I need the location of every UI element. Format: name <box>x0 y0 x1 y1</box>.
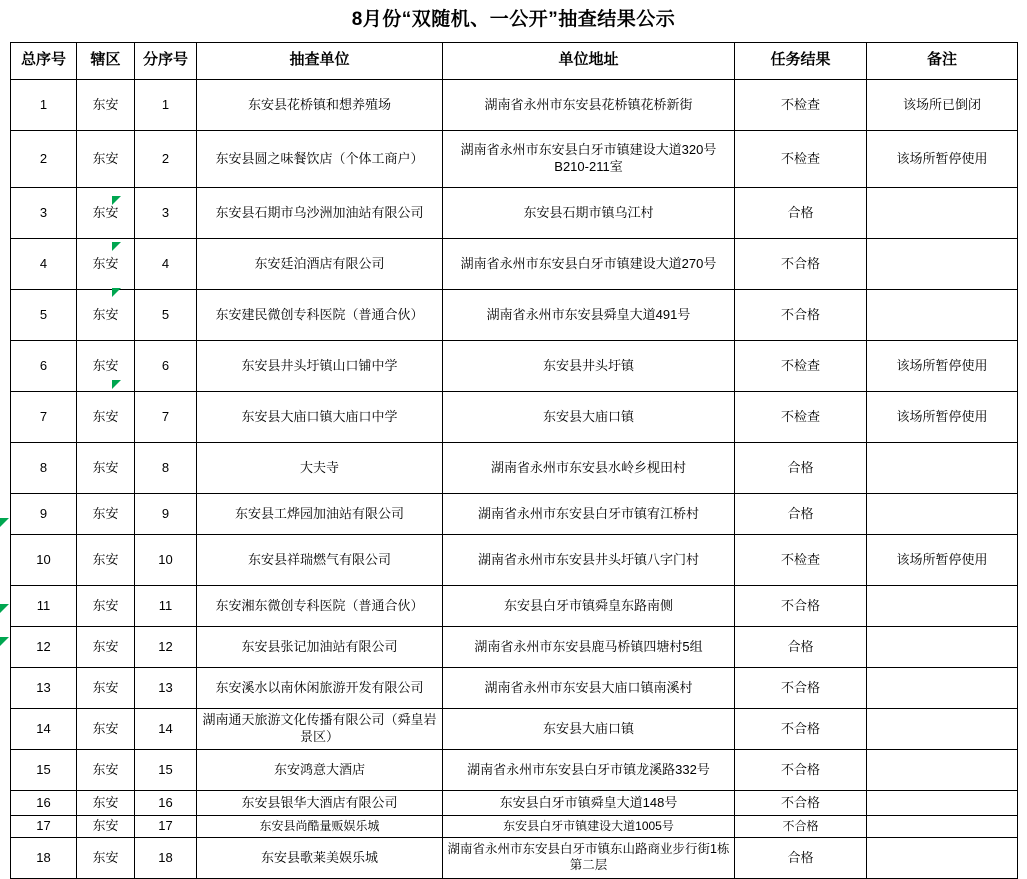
cell-result: 不合格 <box>735 585 867 626</box>
cell-unit: 东安廷泊酒店有限公司 <box>197 238 443 289</box>
table-row <box>11 238 1018 289</box>
cell-unit: 东安县银华大酒店有限公司 <box>197 790 443 815</box>
cell-sub-seq: 15 <box>135 749 197 790</box>
cell-total-seq: 3 <box>11 187 77 238</box>
cell-result: 不合格 <box>735 815 867 837</box>
cell-sub-seq: 18 <box>135 837 197 878</box>
cell-unit: 东安县祥瑞燃气有限公司 <box>197 534 443 585</box>
cell-remark <box>867 493 1018 534</box>
cell-result: 不合格 <box>735 667 867 708</box>
cell-sub-seq: 11 <box>135 585 197 626</box>
cell-unit: 东安县大庙口镇大庙口中学 <box>197 391 443 442</box>
cell-result: 不合格 <box>735 708 867 749</box>
table-row <box>11 790 1018 815</box>
cell-remark: 该场所暂停使用 <box>867 130 1018 187</box>
cell-result: 不检查 <box>735 391 867 442</box>
cell-result: 不合格 <box>735 749 867 790</box>
table-row <box>11 187 1018 238</box>
cell-unit: 东安鸿意大酒店 <box>197 749 443 790</box>
cell-address: 湖南省永州市东安县舜皇大道491号 <box>443 289 735 340</box>
column-header-remark: 备注 <box>867 42 1018 79</box>
cell-result: 合格 <box>735 442 867 493</box>
cell-remark <box>867 238 1018 289</box>
cell-unit: 东安县井头圩镇山口铺中学 <box>197 340 443 391</box>
cell-address: 湖南省永州市东安县白牙市镇东山路商业步行街1栋第二层 <box>443 837 735 878</box>
cell-unit: 东安县花桥镇和想养殖场 <box>197 79 443 130</box>
cell-district: 东安 <box>77 790 135 815</box>
cell-result: 不检查 <box>735 79 867 130</box>
cell-result: 不检查 <box>735 534 867 585</box>
cell-total-seq: 17 <box>11 815 77 837</box>
cell-district: 东安 <box>77 391 135 442</box>
cell-unit: 东安县圆之味餐饮店（个体工商户） <box>197 130 443 187</box>
cell-total-seq: 10 <box>11 534 77 585</box>
cell-district: 东安 <box>77 79 135 130</box>
cell-district: 东安 <box>77 130 135 187</box>
inspection-results-table <box>10 42 1018 879</box>
cell-sub-seq: 3 <box>135 187 197 238</box>
cell-unit: 东安溪水以南休闲旅游开发有限公司 <box>197 667 443 708</box>
cell-sub-seq: 6 <box>135 340 197 391</box>
cell-district: 东安 <box>77 837 135 878</box>
cell-result: 不检查 <box>735 130 867 187</box>
cell-total-seq: 6 <box>11 340 77 391</box>
cell-total-seq: 9 <box>11 493 77 534</box>
cell-remark <box>867 749 1018 790</box>
column-header-district: 辖区 <box>77 42 135 79</box>
cell-unit: 东安建民微创专科医院（普通合伙） <box>197 289 443 340</box>
cell-district: 东安 <box>77 815 135 837</box>
cell-district: 东安 <box>77 749 135 790</box>
cell-sub-seq: 4 <box>135 238 197 289</box>
cell-unit: 东安县工烨园加油站有限公司 <box>197 493 443 534</box>
cell-address: 东安县白牙市镇舜皇大道148号 <box>443 790 735 815</box>
cell-total-seq: 7 <box>11 391 77 442</box>
column-header-result: 任务结果 <box>735 42 867 79</box>
cell-unit: 东安县石期市乌沙洲加油站有限公司 <box>197 187 443 238</box>
table-row <box>11 289 1018 340</box>
cell-remark <box>867 837 1018 878</box>
cell-result: 不合格 <box>735 790 867 815</box>
cell-remark: 该场所暂停使用 <box>867 534 1018 585</box>
cell-address: 湖南省永州市东安县花桥镇花桥新街 <box>443 79 735 130</box>
table-row <box>11 667 1018 708</box>
column-header-address: 单位地址 <box>443 42 735 79</box>
cell-remark <box>867 708 1018 749</box>
column-header-total-seq: 总序号 <box>11 42 77 79</box>
cell-sub-seq: 17 <box>135 815 197 837</box>
cell-remark <box>867 626 1018 667</box>
table-row <box>11 130 1018 187</box>
cell-address: 湖南省永州市东安县白牙市镇建设大道270号 <box>443 238 735 289</box>
cell-address: 东安县石期市镇乌江村 <box>443 187 735 238</box>
table-row <box>11 534 1018 585</box>
cell-address: 湖南省永州市东安县井头圩镇八字门村 <box>443 534 735 585</box>
cell-district: 东安 <box>77 238 135 289</box>
cell-total-seq: 16 <box>11 790 77 815</box>
cell-remark <box>867 187 1018 238</box>
cell-result: 合格 <box>735 493 867 534</box>
table-row <box>11 837 1018 878</box>
cell-address: 湖南省永州市东安县白牙市镇龙溪路332号 <box>443 749 735 790</box>
table-row <box>11 585 1018 626</box>
cell-total-seq: 5 <box>11 289 77 340</box>
cell-total-seq: 15 <box>11 749 77 790</box>
cell-district: 东安 <box>77 667 135 708</box>
scan-mark-icon <box>0 604 9 613</box>
cell-district: 东安 <box>77 289 135 340</box>
cell-address: 湖南省永州市东安县鹿马桥镇四塘村5组 <box>443 626 735 667</box>
cell-remark <box>867 667 1018 708</box>
cell-district: 东安 <box>77 708 135 749</box>
cell-unit: 东安县歌莱美娱乐城 <box>197 837 443 878</box>
cell-remark <box>867 442 1018 493</box>
scan-mark-icon <box>0 637 9 646</box>
cell-address: 湖南省永州市东安县大庙口镇南溪村 <box>443 667 735 708</box>
cell-remark: 该场所暂停使用 <box>867 391 1018 442</box>
cell-address: 东安县白牙市镇建设大道1005号 <box>443 815 735 837</box>
cell-total-seq: 8 <box>11 442 77 493</box>
cell-district: 东安 <box>77 534 135 585</box>
table-row <box>11 626 1018 667</box>
cell-district: 东安 <box>77 187 135 238</box>
cell-district: 东安 <box>77 626 135 667</box>
cell-total-seq: 4 <box>11 238 77 289</box>
table-row <box>11 708 1018 749</box>
cell-remark <box>867 289 1018 340</box>
cell-unit: 湖南通天旅游文化传播有限公司（舜皇岩景区） <box>197 708 443 749</box>
table-row <box>11 749 1018 790</box>
cell-total-seq: 2 <box>11 130 77 187</box>
cell-result: 合格 <box>735 837 867 878</box>
cell-sub-seq: 7 <box>135 391 197 442</box>
cell-remark <box>867 790 1018 815</box>
cell-result: 不合格 <box>735 289 867 340</box>
table-row <box>11 79 1018 130</box>
cell-address: 东安县大庙口镇 <box>443 708 735 749</box>
cell-unit: 大夫寺 <box>197 442 443 493</box>
table-header-row <box>11 42 1018 79</box>
cell-address: 湖南省永州市东安县白牙市镇建设大道320号B210-211室 <box>443 130 735 187</box>
cell-sub-seq: 5 <box>135 289 197 340</box>
cell-remark: 该场所暂停使用 <box>867 340 1018 391</box>
cell-address: 东安县白牙市镇舜皇东路南侧 <box>443 585 735 626</box>
cell-sub-seq: 12 <box>135 626 197 667</box>
cell-total-seq: 18 <box>11 837 77 878</box>
cell-address: 东安县大庙口镇 <box>443 391 735 442</box>
cell-district: 东安 <box>77 493 135 534</box>
cell-total-seq: 13 <box>11 667 77 708</box>
table-row <box>11 442 1018 493</box>
page-title: 8月份“双随机、一公开”抽查结果公示 <box>351 9 676 30</box>
cell-sub-seq: 2 <box>135 130 197 187</box>
cell-result: 不合格 <box>735 238 867 289</box>
cell-sub-seq: 1 <box>135 79 197 130</box>
cell-sub-seq: 14 <box>135 708 197 749</box>
table-row <box>11 391 1018 442</box>
scan-mark-icon <box>0 518 9 527</box>
cell-unit: 东安县张记加油站有限公司 <box>197 626 443 667</box>
cell-total-seq: 1 <box>11 79 77 130</box>
cell-district: 东安 <box>77 585 135 626</box>
cell-address: 湖南省永州市东安县白牙市镇宥江桥村 <box>443 493 735 534</box>
cell-remark <box>867 585 1018 626</box>
cell-sub-seq: 13 <box>135 667 197 708</box>
cell-district: 东安 <box>77 442 135 493</box>
cell-result: 不检查 <box>735 340 867 391</box>
cell-sub-seq: 16 <box>135 790 197 815</box>
cell-address: 东安县井头圩镇 <box>443 340 735 391</box>
cell-total-seq: 12 <box>11 626 77 667</box>
cell-address: 湖南省永州市东安县水岭乡枧田村 <box>443 442 735 493</box>
cell-unit: 东安县尚酷量贩娱乐城 <box>197 815 443 837</box>
column-header-sub-seq: 分序号 <box>135 42 197 79</box>
cell-remark: 该场所已倒闭 <box>867 79 1018 130</box>
cell-total-seq: 11 <box>11 585 77 626</box>
cell-remark <box>867 815 1018 837</box>
column-header-unit: 抽查单位 <box>197 42 443 79</box>
cell-sub-seq: 8 <box>135 442 197 493</box>
table-row <box>11 493 1018 534</box>
cell-sub-seq: 9 <box>135 493 197 534</box>
cell-sub-seq: 10 <box>135 534 197 585</box>
table-row <box>11 815 1018 837</box>
table-row <box>11 340 1018 391</box>
cell-result: 合格 <box>735 626 867 667</box>
cell-total-seq: 14 <box>11 708 77 749</box>
cell-unit: 东安湘东微创专科医院（普通合伙） <box>197 585 443 626</box>
cell-result: 合格 <box>735 187 867 238</box>
cell-district: 东安 <box>77 340 135 391</box>
